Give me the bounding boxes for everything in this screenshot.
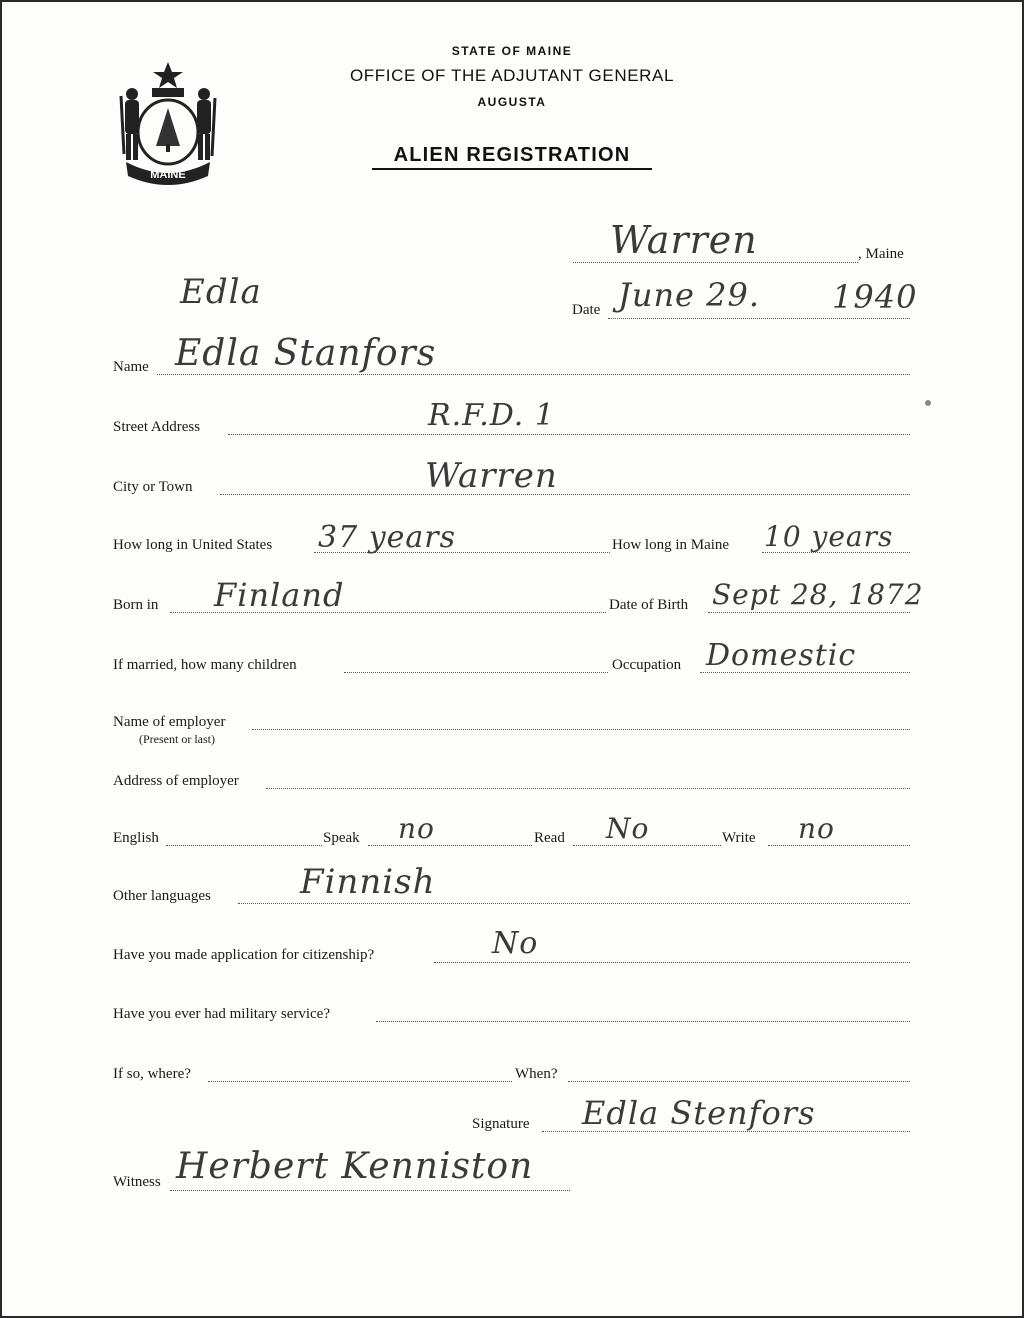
witness-label: Witness: [113, 1174, 161, 1190]
date-entry: June 29.: [618, 276, 761, 314]
us-duration-label: How long in United States: [113, 537, 273, 553]
street-label: Street Address: [113, 419, 201, 435]
military-label: Have you ever had military service?: [113, 1006, 330, 1022]
english-line: [166, 845, 322, 846]
town-entry: Warren: [610, 218, 758, 262]
occupation-label: Occupation: [612, 657, 682, 673]
date-line: [608, 318, 910, 319]
military-line: [376, 1021, 910, 1022]
other-languages-label: Other languages: [113, 888, 211, 904]
when-label: When?: [515, 1066, 558, 1082]
write-line: [768, 845, 910, 846]
maine-label: , Maine: [858, 246, 904, 262]
us-duration-entry: 37 years: [318, 520, 457, 555]
speak-label: Speak: [323, 830, 360, 846]
header-office: OFFICE OF THE ADJUTANT GENERAL: [349, 66, 675, 85]
speak-line: [368, 845, 532, 846]
town-line: [573, 262, 858, 263]
title-underline: [372, 168, 652, 170]
name-line: [157, 374, 910, 375]
write-label: Write: [722, 830, 756, 846]
street-line: [228, 434, 910, 435]
employer-sublabel: (Present or last): [139, 732, 215, 746]
citizenship-line: [434, 962, 910, 963]
employer-line: [252, 729, 910, 730]
english-label: English: [113, 830, 159, 846]
first-name-note: Edla: [180, 272, 262, 312]
occupation-entry: Domestic: [706, 638, 857, 673]
seal-banner-text: MAINE: [150, 169, 186, 181]
where-line: [208, 1081, 512, 1082]
city-entry: Warren: [425, 456, 558, 496]
other-languages-line: [238, 903, 910, 904]
citizenship-label: Have you made application for citizenship?: [113, 947, 375, 963]
employer-address-line: [266, 788, 910, 789]
born-entry: Finland: [214, 576, 345, 614]
witness-entry: Herbert Kenniston: [176, 1146, 534, 1187]
born-label: Born in: [113, 597, 159, 613]
form-title: ALIEN REGISTRATION: [393, 144, 631, 166]
dob-label: Date of Birth: [609, 597, 689, 613]
signature-entry: Edla Stenfors: [582, 1094, 816, 1132]
year-entry: 1940: [832, 278, 918, 316]
signature-label: Signature: [472, 1116, 530, 1132]
dob-entry: Sept 28, 1872: [712, 578, 924, 611]
when-line: [568, 1081, 910, 1082]
city-label: City or Town: [113, 479, 193, 495]
read-label: Read: [534, 830, 565, 846]
street-entry: R.F.D. 1: [428, 398, 555, 433]
read-line: [573, 845, 721, 846]
married-line: [344, 672, 608, 673]
name-entry: Edla Stanfors: [175, 333, 437, 374]
date-label: Date: [572, 302, 601, 318]
maine-duration-label: How long in Maine: [612, 537, 730, 553]
header-state: STATE OF MAINE: [451, 44, 573, 58]
employer-address-label: Address of employer: [113, 773, 239, 789]
where-label: If so, where?: [113, 1066, 191, 1082]
speak-entry: no: [398, 812, 435, 845]
name-label: Name: [113, 359, 149, 375]
header-city: AUGUSTA: [477, 95, 547, 109]
witness-line: [170, 1190, 570, 1191]
city-line: [220, 494, 910, 495]
dob-line: [708, 612, 910, 613]
citizenship-entry: No: [492, 926, 539, 961]
other-languages-entry: Finnish: [300, 862, 436, 902]
read-entry: No: [606, 812, 650, 845]
write-entry: no: [798, 812, 835, 845]
married-label: If married, how many children: [113, 657, 297, 673]
maine-duration-entry: 10 years: [764, 520, 894, 553]
paper-speck: [925, 400, 931, 406]
employer-label: Name of employer: [113, 714, 226, 730]
